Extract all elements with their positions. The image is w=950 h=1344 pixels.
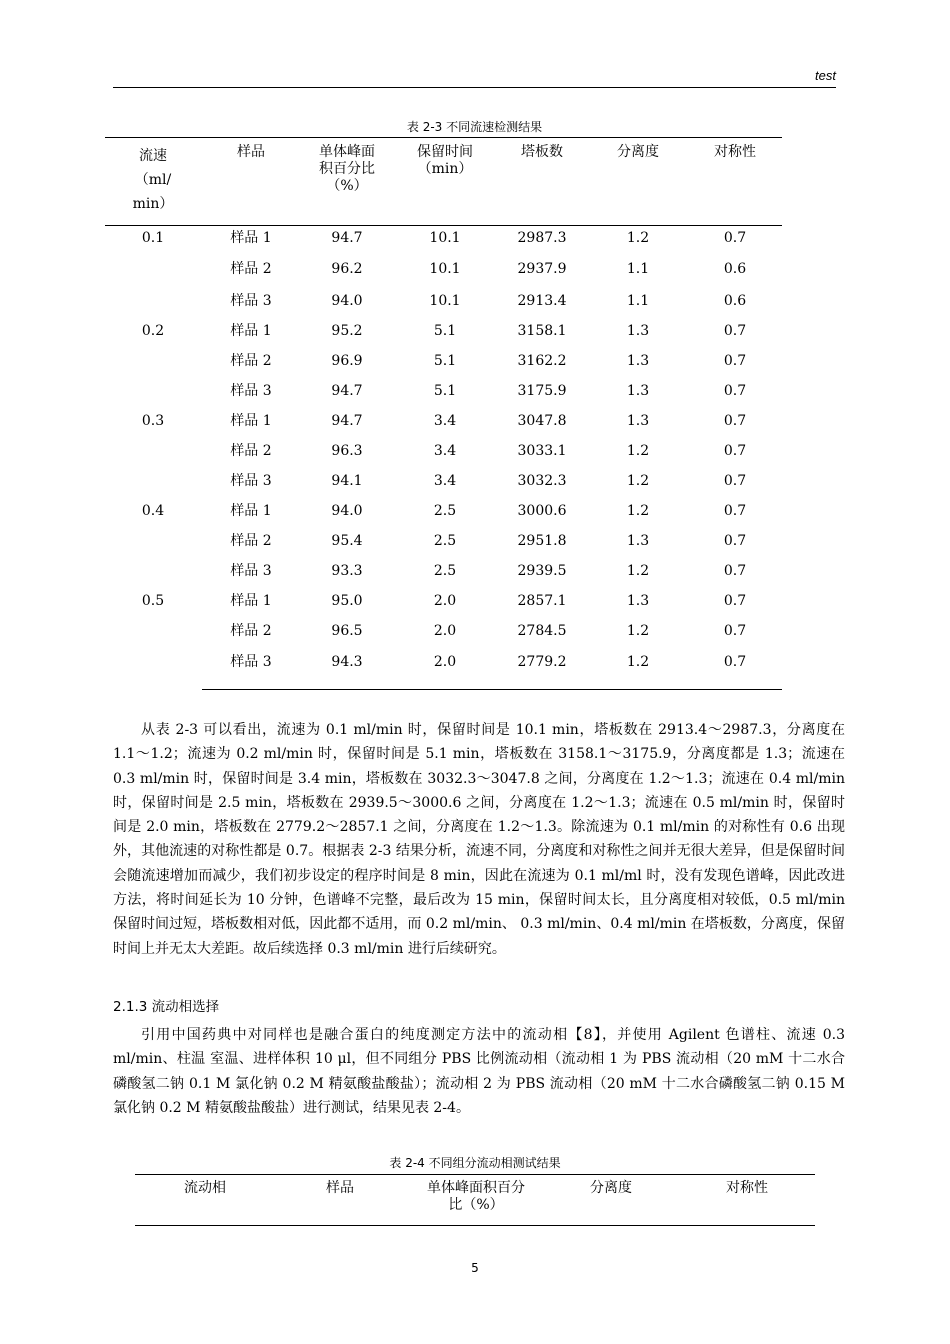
table1-cell-sample: 样品 2	[230, 623, 272, 639]
table1-bottom-rule	[202, 689, 782, 690]
table1-cell-monomer-area: 94.7	[331, 383, 363, 399]
table2-top-rule	[135, 1174, 815, 1175]
table1-cell-symmetry: 0.7	[723, 383, 747, 399]
table1-cell-sample: 样品 2	[230, 443, 272, 459]
table1-cell-plates: 2937.9	[517, 261, 567, 277]
page-number: 5	[471, 1261, 479, 1275]
table1-cell-resolution: 1.3	[626, 383, 650, 399]
table1-cell-resolution: 1.3	[626, 533, 650, 549]
table1-cell-resolution: 1.2	[626, 230, 650, 246]
table1-cell-monomer-area: 94.0	[331, 503, 363, 519]
table1-cell-symmetry: 0.6	[723, 261, 747, 277]
table1-cell-monomer-area: 94.0	[331, 293, 363, 309]
table1-cell-plates: 3032.3	[517, 473, 567, 489]
table1-cell-symmetry: 0.7	[723, 533, 747, 549]
table1-cell-sample: 样品 2	[230, 353, 272, 369]
table1-cell-symmetry: 0.6	[723, 293, 747, 309]
table1-cell-resolution: 1.2	[626, 443, 650, 459]
table1-cell-sample: 样品 3	[230, 563, 272, 579]
table1-cell-retention-time: 3.4	[433, 413, 457, 429]
table1-cell-plates: 3033.1	[517, 443, 567, 459]
table1-cell-symmetry: 0.7	[723, 593, 747, 609]
table1-cell-retention-time: 2.0	[433, 623, 457, 639]
table1-cell-plates: 2939.5	[517, 563, 567, 579]
table1-cell-flow-rate: 0.5	[141, 593, 165, 609]
table1-cell-plates: 3047.8	[517, 413, 567, 429]
table1-cell-sample: 样品 3	[230, 654, 272, 670]
table1-cell-flow-rate: 0.1	[141, 230, 165, 246]
table1-cell-plates: 2913.4	[517, 293, 567, 309]
table1-cell-retention-time: 10.1	[429, 293, 461, 309]
table1-cell-sample: 样品 1	[230, 503, 272, 519]
table1-header-plates: 塔板数	[521, 144, 563, 160]
table1-cell-symmetry: 0.7	[723, 413, 747, 429]
table1-cell-symmetry: 0.7	[723, 503, 747, 519]
table1-cell-plates: 2951.8	[517, 533, 567, 549]
table1-cell-retention-time: 2.0	[433, 654, 457, 670]
table1-cell-resolution: 1.3	[626, 413, 650, 429]
paragraph-mobile-phase: 引用中国药典中对同样也是融合蛋白的纯度测定方法中的流动相【8】，并使用 Agilent 色谱柱、流速 0.3 ml/min、柱温 室温、进样体积 10 μl，但不同组分 PBS 比例流动相（流动相 1 为 PBS 流动相（20 mM 十二水合磷酸氢二钠 0.1 M 氯化钠 0.2 M 精氨酸盐酸盐）；流动相 2 为 PBS 流动相（20 mM 十二水合磷酸氢二钠 0.15 M 氯化钠 0.2 M 精氨酸盐酸盐）进行测试，结果见表 2-4。	[113, 1027, 845, 1116]
table1-header-resolution: 分离度	[617, 144, 659, 160]
table1-cell-retention-time: 10.1	[429, 261, 461, 277]
table1-cell-monomer-area: 96.2	[331, 261, 363, 277]
table1-cell-symmetry: 0.7	[723, 623, 747, 639]
table2-header-monomer-area: 单体峰面积百分 比（%）	[427, 1180, 525, 1213]
table2-header-mobile-phase: 流动相	[184, 1180, 226, 1196]
table1-cell-resolution: 1.1	[626, 261, 650, 277]
table1-cell-plates: 2857.1	[517, 593, 567, 609]
table1-cell-resolution: 1.3	[626, 353, 650, 369]
table1-cell-resolution: 1.3	[626, 323, 650, 339]
table1-cell-symmetry: 0.7	[723, 323, 747, 339]
table1-cell-sample: 样品 2	[230, 533, 272, 549]
table1-cell-sample: 样品 1	[230, 230, 272, 246]
table1-cell-retention-time: 2.0	[433, 593, 457, 609]
table1-caption: 表 2-3 不同流速检测结果	[406, 120, 543, 134]
table1-cell-retention-time: 5.1	[433, 383, 457, 399]
table1-cell-monomer-area: 95.2	[331, 323, 363, 339]
table2-header-rule	[135, 1225, 815, 1226]
table1-cell-resolution: 1.1	[626, 293, 650, 309]
table1-cell-monomer-area: 93.3	[331, 563, 363, 579]
table1-header-monomer-area: 单体峰面 积百分比 （%）	[319, 144, 375, 194]
table1-cell-symmetry: 0.7	[723, 353, 747, 369]
table1-cell-sample: 样品 3	[230, 473, 272, 489]
table1-cell-flow-rate: 0.2	[141, 323, 165, 339]
table1-cell-symmetry: 0.7	[723, 230, 747, 246]
table1-cell-plates: 2784.5	[517, 623, 567, 639]
table1-cell-monomer-area: 96.5	[331, 623, 363, 639]
table1-cell-retention-time: 5.1	[433, 353, 457, 369]
header-rule	[113, 87, 836, 88]
table1-cell-symmetry: 0.7	[723, 563, 747, 579]
table1-cell-flow-rate: 0.4	[141, 503, 165, 519]
table1-cell-resolution: 1.2	[626, 473, 650, 489]
table2-header-resolution: 分离度	[590, 1180, 632, 1196]
table1-cell-plates: 3162.2	[517, 353, 567, 369]
table1-cell-monomer-area: 95.0	[331, 593, 363, 609]
table1-cell-symmetry: 0.7	[723, 654, 747, 670]
table1-cell-symmetry: 0.7	[723, 443, 747, 459]
table1-cell-monomer-area: 94.7	[331, 230, 363, 246]
table1-cell-retention-time: 2.5	[433, 563, 457, 579]
table1-cell-monomer-area: 96.9	[331, 353, 363, 369]
table1-header-retention-time: 保留时间 （min）	[417, 144, 473, 177]
table1-cell-resolution: 1.3	[626, 593, 650, 609]
table1-cell-resolution: 1.2	[626, 503, 650, 519]
table1-cell-monomer-area: 94.7	[331, 413, 363, 429]
table1-cell-resolution: 1.2	[626, 623, 650, 639]
table1-header-flow-rate: 流速 （ml/ min）	[132, 148, 174, 212]
table1-cell-retention-time: 3.4	[433, 473, 457, 489]
table1-cell-sample: 样品 2	[230, 261, 272, 277]
table1-cell-plates: 3158.1	[517, 323, 567, 339]
table1-cell-retention-time: 5.1	[433, 323, 457, 339]
table1-cell-retention-time: 2.5	[433, 503, 457, 519]
table1-cell-sample: 样品 1	[230, 323, 272, 339]
table1-cell-symmetry: 0.7	[723, 473, 747, 489]
table1-cell-monomer-area: 95.4	[331, 533, 363, 549]
table1-cell-flow-rate: 0.3	[141, 413, 165, 429]
table1-cell-monomer-area: 96.3	[331, 443, 363, 459]
table1-cell-retention-time: 2.5	[433, 533, 457, 549]
table1-header-sample: 样品	[237, 144, 265, 160]
table1-cell-resolution: 1.2	[626, 654, 650, 670]
table1-cell-sample: 样品 1	[230, 413, 272, 429]
table1-top-rule	[105, 137, 782, 138]
table1-cell-plates: 2987.3	[517, 230, 567, 246]
table2-header-sample: 样品	[326, 1180, 354, 1196]
table1-cell-retention-time: 3.4	[433, 443, 457, 459]
table1-cell-monomer-area: 94.3	[331, 654, 363, 670]
running-header: test	[815, 68, 836, 83]
paragraph-analysis: 从表 2-3 可以看出，流速为 0.1 ml/min 时，保留时间是 10.1 min，塔板数在 2913.4～2987.3，分离度在 1.1～1.2；流速为 0.2 ml/min 时，保留时间是 5.1 min，塔板数在 3158.1～3175.9，分离度都是 1.3；流速在 0.3 ml/min 时，保留时间是 3.4 min，塔板数在 3032.3～3047.8 之间，分离度在 1.2～1.3；流速在 0.4 ml/min 时，保留时间是 2.5 min，塔板数在 2939.5～3000.6 之间，分离度在 1.2～1.3；流速在 0.5 ml/min 时，保留时间是 2.0 min，塔板数在 2779.2～2857.1 之间，分离度在 1.2～1.3。除流速为 0.1 ml/min 的对称性有 0.6 出现外，其他流速的对称性都是 0.7。根据表 2-3 结果分析，流速不同，分离度和对称性之间并无很大差异，但是保留时间会随流速增加而减少，我们初步设定的程序时间是 8 min，因此在流速为 0.1 ml/ml 时，没有发现色谱峰，因此改进方法，将时间延长为 10 分钟，色谱峰不完整，最后改为 15 min，保留时间太长，且分离度相对较低，0.5 ml/min 保留时间过短，塔板数相对低，因此都不适用，而 0.2 ml/min、 0.3 ml/min、0.4 ml/min 在塔板数，分离度，保留时间上并无太大差距。故后续选择 0.3 ml/min 进行后续研究。	[113, 722, 845, 957]
table1-cell-monomer-area: 94.1	[331, 473, 363, 489]
table1-cell-retention-time: 10.1	[429, 230, 461, 246]
table1-cell-plates: 2779.2	[517, 654, 567, 670]
table2-caption: 表 2-4 不同组分流动相测试结果	[389, 1156, 561, 1170]
table1-header-symmetry: 对称性	[714, 144, 756, 160]
table1-cell-plates: 3175.9	[517, 383, 567, 399]
table1-cell-sample: 样品 3	[230, 293, 272, 309]
table1-cell-sample: 样品 1	[230, 593, 272, 609]
section-heading: 2.1.3 流动相选择	[113, 999, 220, 1015]
table1-cell-plates: 3000.6	[517, 503, 567, 519]
table1-cell-sample: 样品 3	[230, 383, 272, 399]
table1-cell-resolution: 1.2	[626, 563, 650, 579]
table2-header-symmetry: 对称性	[726, 1180, 768, 1196]
table1-header-rule	[105, 225, 782, 226]
